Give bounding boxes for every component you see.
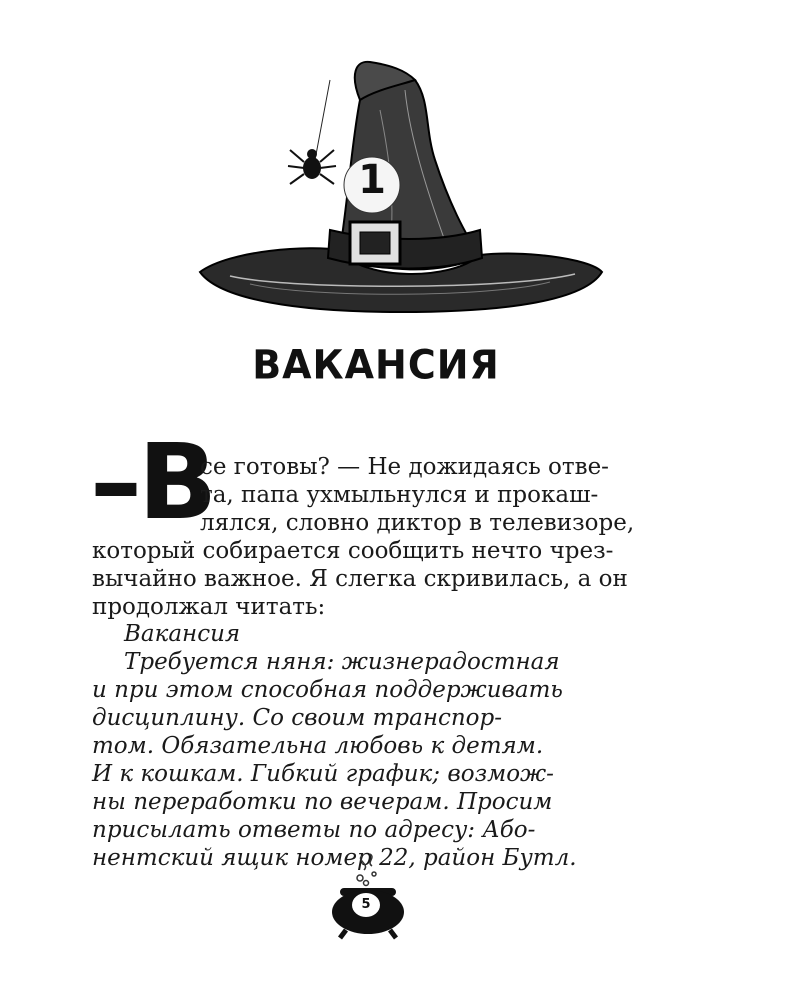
page-number: 5: [352, 893, 380, 917]
ad-line: И к кошкам. Гибкий график; возмож-: [92, 761, 554, 787]
body-line: та, папа ухмыльнулся и прокаш-: [200, 482, 599, 508]
body-line: вычайно важное. Я слегка скривилась, а он: [92, 566, 628, 592]
chapter-number: 1: [358, 157, 386, 203]
ad-line: том. Обязательна любовь к детям.: [92, 733, 544, 759]
ad-line: ны переработки по вечерам. Просим: [92, 789, 553, 815]
spider-icon: [288, 149, 336, 184]
drop-cap: –В: [90, 421, 214, 543]
ad-line: дисциплину. Со своим транспор-: [92, 705, 503, 731]
body-line: се готовы? — Не дожидаясь отве-: [200, 454, 609, 480]
body-line: который собирается сообщить нечто чрез-: [92, 538, 614, 564]
chapter-title: ВАКАНСИЯ: [252, 341, 500, 389]
body-line: продолжал читать:: [92, 594, 326, 620]
ad-line: присылать ответы по адресу: Або-: [92, 817, 536, 843]
ad-line: нентский ящик номер 22, район Бутл.: [92, 845, 577, 871]
ad-line: Требуется няня: жизнерадостная: [124, 649, 560, 675]
body-line: лялся, словно диктор в телевизоре,: [200, 510, 635, 536]
ad-line: и при этом способная поддерживать: [92, 677, 563, 703]
ad-heading: Вакансия: [124, 621, 241, 647]
